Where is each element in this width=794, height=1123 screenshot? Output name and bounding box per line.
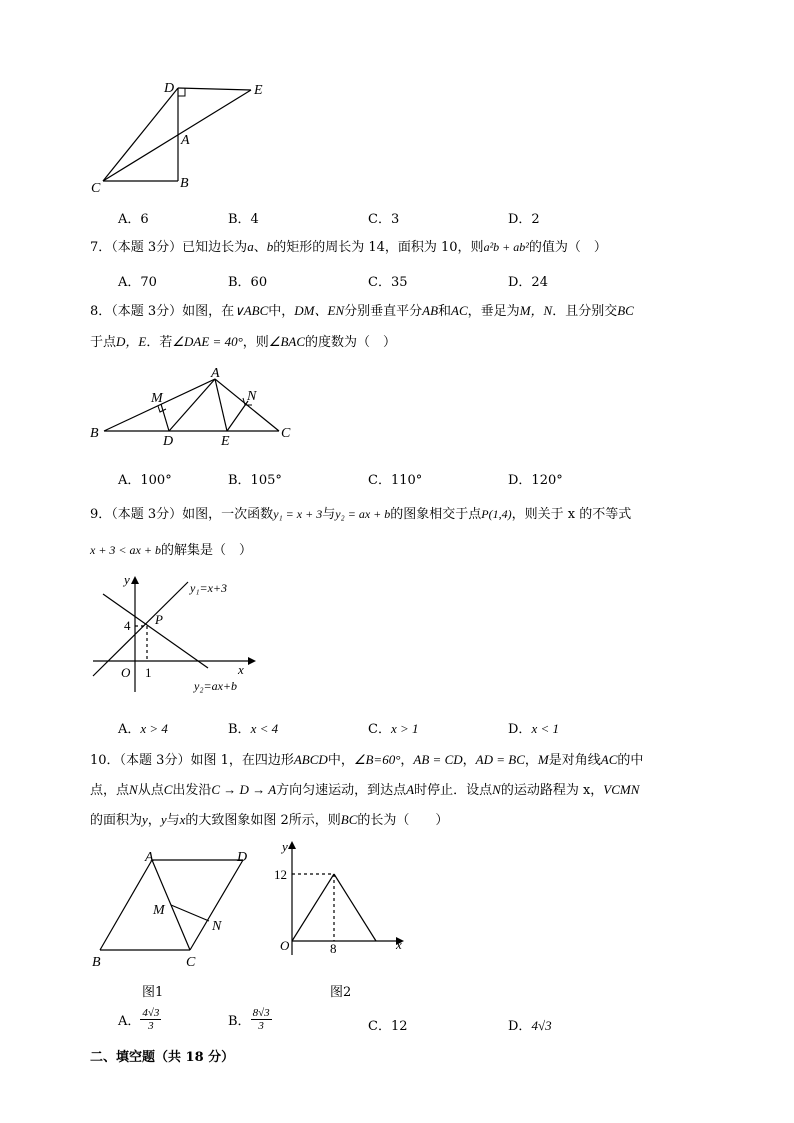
q10-fig2-caption: 图2 (330, 985, 352, 1000)
q8-label-a: A (211, 366, 220, 381)
q9-label-1: 1 (145, 665, 152, 680)
q8-stem-line1: 8．（本题 3分）如图，在∨ABC中，DM、EN分别垂直平分AB和AC，垂足为M，N．且分别交BC (90, 303, 634, 319)
q8-label-e: E (221, 434, 230, 449)
q9-stem-line1: 9．（本题 3分）如图，一次函数y₁ = x + 3与y₂ = ax + b的图象相交于点P(1,4)，则关于 x 的不等式 (90, 507, 632, 522)
q8-label-c: C (281, 426, 291, 441)
q8-label-n: N (247, 389, 257, 404)
q10-fig1-label-n: N (212, 919, 222, 934)
q6-label-d: D (164, 81, 175, 96)
q10-stem-line3: 的面积为y，y与x的大致图象如图 2所示，则BC的长为（ ） (90, 812, 449, 828)
q10-fig1-label-c: C (186, 955, 196, 970)
q8-label-m: M (151, 391, 163, 406)
q9-label-4: 4 (124, 618, 131, 633)
q6-label-b: B (180, 176, 189, 191)
q6-option-d: D．2 (508, 212, 540, 227)
q8-option-b: B．105° (228, 473, 282, 488)
q10-fig1-label-b: B (92, 955, 101, 970)
q9-figure (88, 570, 263, 698)
q10-option-d: D．4√3 (508, 1018, 552, 1034)
q9-line1-label: y₁=x+3 (190, 581, 228, 595)
q10-fig2-label-y: y (282, 839, 288, 854)
q7-option-a: A．70 (118, 275, 157, 290)
q10-option-c: C．12 (368, 1019, 408, 1034)
q6-option-c: C．3 (368, 212, 400, 227)
q7-stem: 7．（本题 3分）已知边长为a、b的矩形的周长为 14，面积为 10，则a²b + ab²的值为（ ） (90, 239, 607, 255)
q10-fig1-caption: 图1 (142, 985, 164, 1000)
q9-option-a: A．x > 4 (118, 721, 168, 737)
q9-option-d: D．x < 1 (508, 721, 559, 737)
q10-fig2-label-8: 8 (330, 941, 337, 956)
q10-stem-line1: 10．（本题 3分）如图 1，在四边形ABCD中，∠B=60°，AB = CD，AD = BC，M是对角线AC的中 (90, 752, 644, 768)
q6-label-c: C (91, 181, 101, 196)
q10-stem-line2: 点，点N从点C出发沿C → D → A方向匀速运动，到达点A时停止．设点N的运动路程为 x，VCMN (90, 782, 640, 798)
q8-label-d: D (163, 434, 174, 449)
q7-expression: a²b + ab² (483, 240, 529, 254)
q8-label-b: B (90, 426, 99, 441)
q8-figure (85, 365, 300, 450)
q9-option-c: C．x > 1 (368, 721, 419, 737)
q9-line2-label: y₂=ax+b (194, 679, 238, 693)
q8-option-d: D．120° (508, 473, 563, 488)
q9-option-b: B．x < 4 (228, 721, 279, 737)
q8-option-c: C．110° (368, 473, 423, 488)
q10-fig1-label-m: M (153, 903, 165, 918)
q10-figure-2 (270, 837, 410, 962)
q9-label-p: P (155, 612, 163, 627)
q9-stem-line2: x + 3 < ax + b的解集是（ ） (90, 543, 252, 558)
q10-fig1-label-d: D (237, 850, 248, 865)
q6-option-b: B．4 (228, 212, 259, 227)
q9-label-o: O (121, 665, 131, 680)
q8-stem-line2: 于点D，E．若∠DAE = 40°，则∠BAC的度数为（ ） (90, 334, 397, 350)
q6-label-e: E (254, 83, 263, 98)
q6-label-a: A (181, 133, 190, 148)
q9-label-y: y (124, 572, 130, 587)
q10-fig2-label-o: O (280, 938, 290, 953)
q10-option-b: B． $\frac{8√3}{3}$ (228, 1007, 270, 1032)
q10-option-a: A． $\frac{4√3}{3}$ (118, 1007, 160, 1032)
q9-label-x: x (238, 662, 244, 677)
q10-fig1-label-a: A (145, 850, 154, 865)
q7-option-d: D．24 (508, 275, 548, 290)
q10-fig2-label-12: 12 (274, 867, 287, 882)
q7-option-b: B．60 (228, 275, 268, 290)
section-2-title: 二、填空题（共 18 分） (90, 1050, 235, 1065)
q10-fig2-label-x: x (396, 937, 402, 952)
q6-option-a: A．6 (118, 212, 149, 227)
q8-option-a: A．100° (118, 473, 172, 488)
q7-option-c: C．35 (368, 275, 408, 290)
q10-figure-1 (85, 846, 260, 971)
q6-figure (85, 78, 285, 196)
